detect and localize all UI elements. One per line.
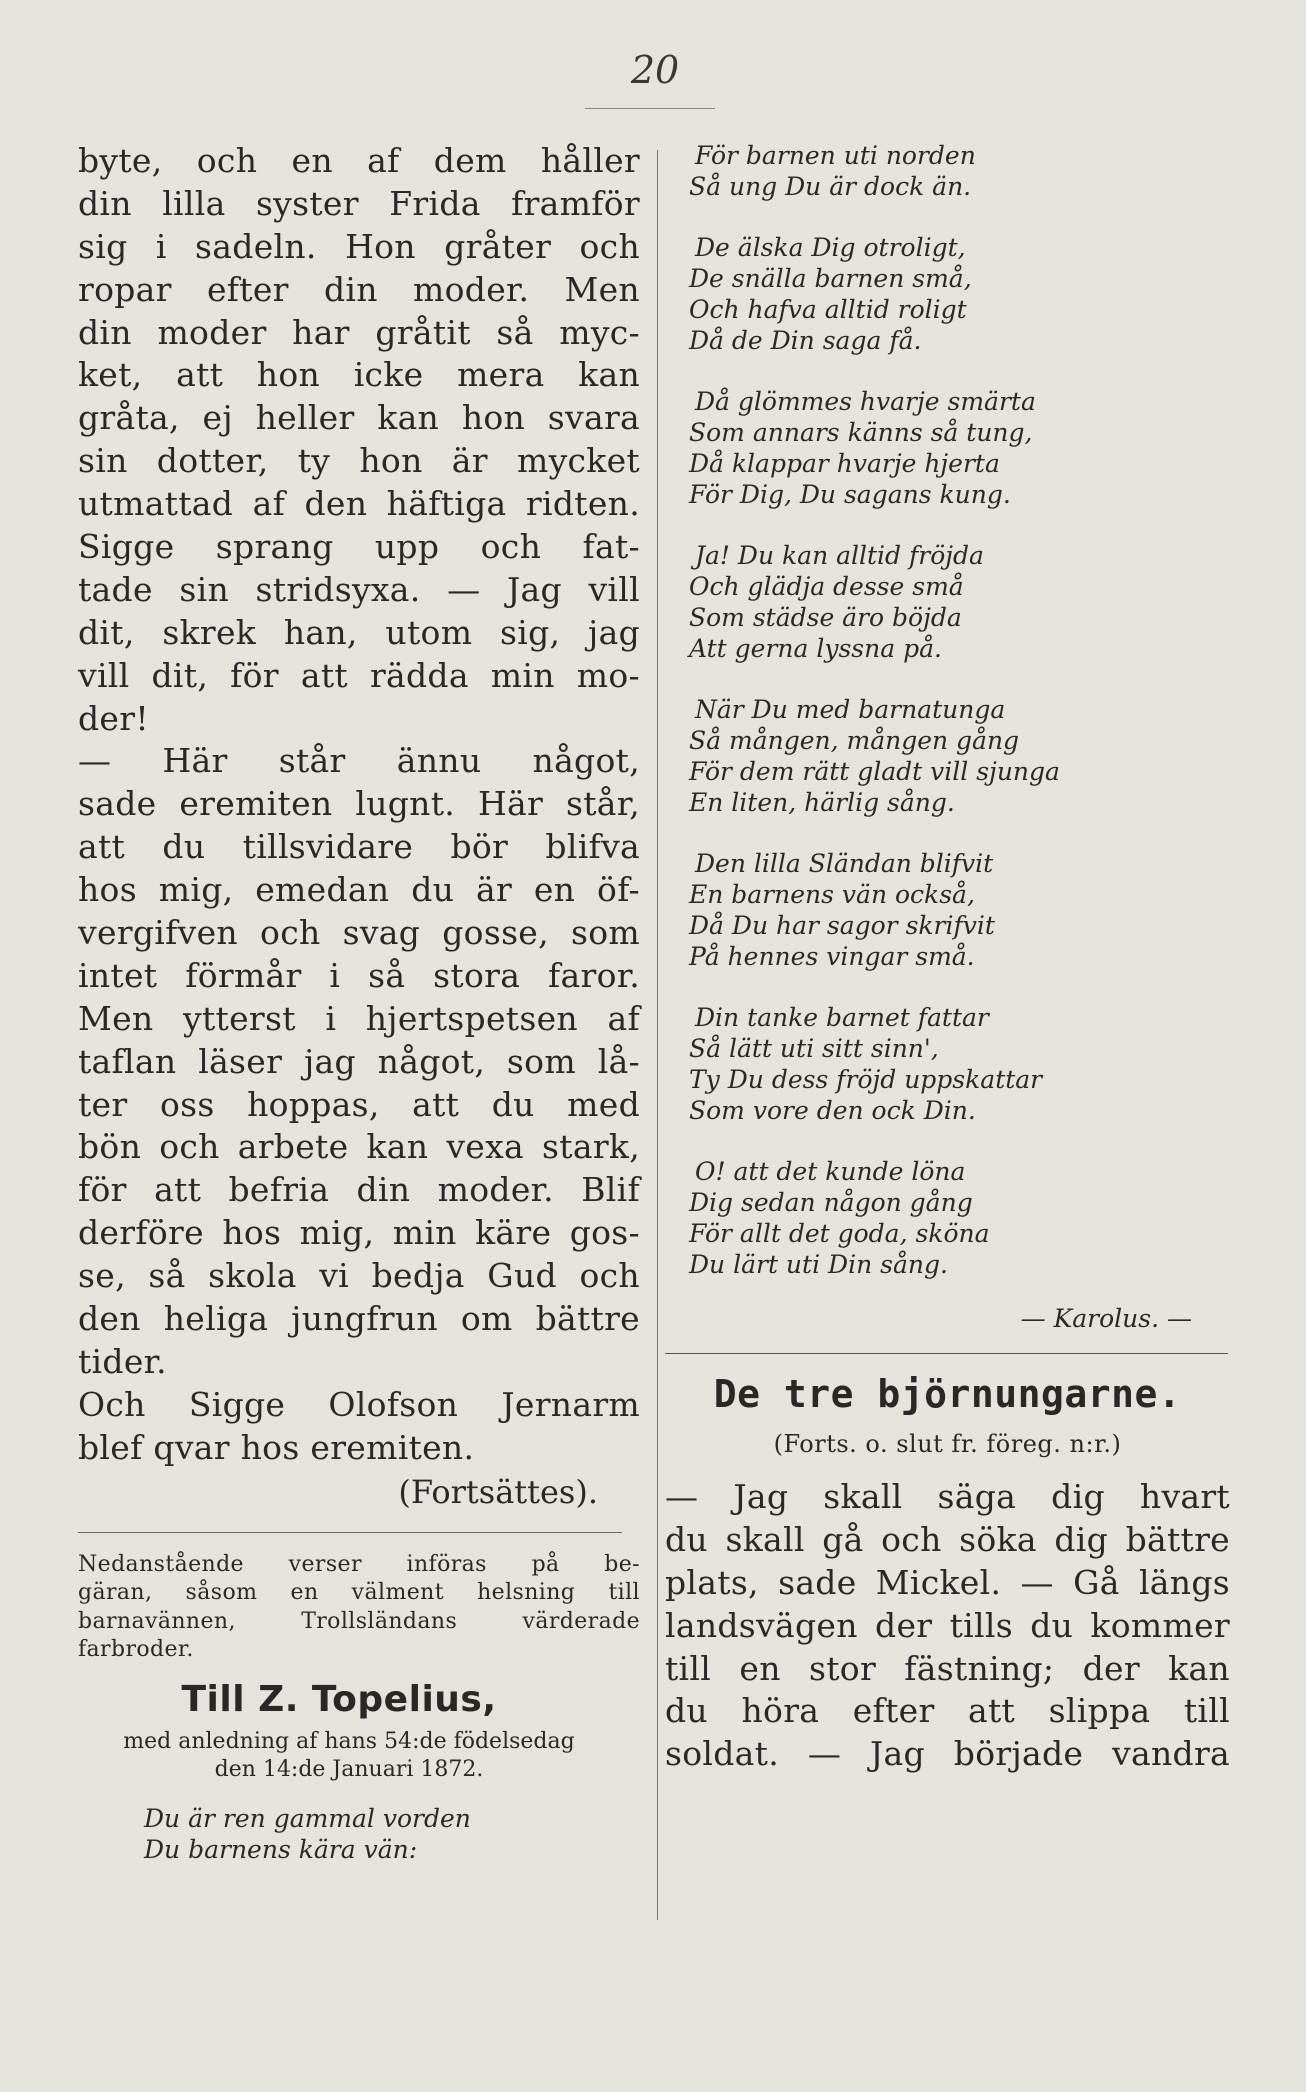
stanza — [665, 540, 1230, 664]
text-line: der! — [78, 698, 149, 738]
stanza — [665, 1156, 1230, 1280]
poem-line: Du lärt uti Din sång. — [689, 1250, 948, 1279]
text-line: Men ytterst i hjertspetsen af — [78, 998, 640, 1038]
poem-line: En liten, härlig sång. — [689, 788, 955, 817]
text-line: ropar efter din moder. Men — [78, 269, 640, 309]
poem-title: Till Z. Topelius, — [181, 1678, 497, 1720]
text-line: sin dotter, ty hon är mycket — [78, 441, 640, 481]
stanza — [665, 232, 1230, 356]
story-text — [665, 1476, 1230, 1776]
column-divider — [657, 150, 658, 1920]
page-number: 20 — [630, 48, 680, 92]
text-line: landsvägen der tills du kommer — [665, 1605, 1230, 1645]
poem-line: Du är ren gammal vorden — [144, 1803, 471, 1833]
poem-line: För barnen uti norden — [695, 141, 976, 170]
text-line: till en stor fästning; der kan — [665, 1648, 1230, 1688]
section-separator — [665, 1353, 1228, 1354]
text-line: taflan läser jag något, som lå- — [78, 1041, 640, 1081]
stanza — [665, 694, 1230, 818]
poem-line: Du barnens kära vän: — [144, 1834, 418, 1864]
stanza — [665, 386, 1230, 510]
dedication-line: den 14:de Januari 1872. — [214, 1757, 484, 1783]
stanza — [665, 848, 1230, 972]
text-line: tade sin stridsyxa. — Jag vill — [78, 569, 640, 609]
text-line: gråta, ej heller kan hon svara — [78, 398, 640, 438]
text-line: — Jag skall säga dig hvart — [665, 1477, 1230, 1516]
story-continuation — [78, 140, 640, 1470]
poem-line: De älska Dig otroligt, — [695, 233, 966, 262]
poem-line: Och glädja desse små — [689, 572, 964, 601]
poem-line: Ty Du dess fröjd uppskattar — [689, 1065, 1043, 1094]
note-line: Nedanstående verser införas på be- — [78, 1551, 640, 1577]
story-subtitle: (Forts. o. slut fr. föreg. n:r.) — [773, 1430, 1122, 1458]
text-line: derföre hos mig, min käre gos- — [78, 1213, 640, 1253]
poem-line: Som städse äro böjda — [689, 603, 962, 632]
poem-opening-stanza — [78, 1803, 640, 1865]
poem-line: Dig sedan någon gång — [689, 1188, 973, 1217]
text-line: vill dit, för att rädda min mo- — [78, 655, 640, 695]
poem-line: Så ung Du är dock än. — [689, 172, 972, 201]
poem-line: Så mången, mången gång — [689, 726, 1020, 755]
poem-line: När Du med barnatunga — [695, 695, 1006, 724]
poem-line: Då Du har sagor skrifvit — [689, 911, 995, 940]
poem-line: Då de Din saga få. — [689, 326, 922, 355]
poem-line: Ja! Du kan alltid fröjda — [695, 541, 984, 570]
poem-line: Då klappar hvarje hjerta — [689, 449, 1000, 478]
text-line: ket, att hon icke mera kan — [78, 355, 640, 395]
text-line: sade eremiten lugnt. Här står, — [78, 784, 640, 824]
text-line: soldat. — Jag började vandra — [665, 1734, 1230, 1774]
text-line: blef qvar hos eremiten. — [78, 1427, 475, 1467]
text-line: den heliga jungfrun om bättre — [78, 1299, 640, 1339]
text-line: ter oss hoppas, att du med — [78, 1084, 640, 1124]
text-line: Sigge sprang upp och fat- — [78, 527, 640, 567]
poem-line: Då glömmes hvarje smärta — [695, 387, 1036, 416]
poem-line: Och hafva alltid roligt — [689, 295, 967, 324]
poem-line: Som annars känns så tung, — [689, 418, 1033, 447]
poem-line: Din tanke barnet fattar — [695, 1003, 989, 1032]
note-line: farbroder. — [78, 1637, 194, 1663]
poem-line: För allt det goda, sköna — [689, 1219, 990, 1248]
stanza — [78, 1803, 640, 1865]
poem-line: De snälla barnen små, — [689, 264, 972, 293]
text-line: plats, sade Mickel. — Gå längs — [665, 1562, 1230, 1602]
poem-line: För Dig, Du sagans kung. — [689, 480, 1011, 509]
poem-line: Den lilla Sländan blifvit — [695, 849, 994, 878]
text-line: sig i sadeln. Hon gråter och — [78, 226, 640, 266]
text-line: din lilla syster Frida framför — [78, 183, 640, 223]
text-line: hos mig, emedan du är en öf- — [78, 870, 640, 910]
poem-line: På hennes vingar små. — [689, 942, 975, 971]
poem-line: En barnens vän också, — [689, 880, 975, 909]
text-line: för att befria din moder. Blif — [78, 1170, 640, 1210]
text-line: se, så skola vi bedja Gud och — [78, 1256, 640, 1296]
dedication-line: med anledning af hans 54:de födelsedag — [123, 1728, 575, 1754]
poem-line: O! att det kunde löna — [695, 1157, 966, 1186]
to-be-continued: (Fortsättes). — [398, 1472, 598, 1511]
text-line: bön och arbete kan vexa stark, — [78, 1127, 640, 1167]
text-line: — Här står ännu något, — [78, 741, 640, 781]
text-line: byte, och en af dem håller — [78, 141, 640, 180]
stanza — [665, 140, 1230, 202]
text-line: Och Sigge Olofson Jernarm — [78, 1384, 640, 1424]
right-column — [665, 140, 1230, 1776]
section-separator — [78, 1532, 622, 1533]
left-column — [78, 140, 640, 1895]
text-line: att du tillsvidare bör blifva — [78, 827, 640, 867]
stanza — [665, 1002, 1230, 1126]
note-line: gäran, såsom en välment helsning till — [78, 1580, 640, 1606]
header-rule — [585, 108, 715, 109]
poem-stanzas — [665, 140, 1230, 1280]
editorial-note — [78, 1551, 640, 1665]
text-line: tider. — [78, 1341, 167, 1381]
poem-signature: — Karolus. — — [1020, 1304, 1192, 1333]
poem-line: Så lätt uti sitt sinn', — [689, 1034, 939, 1063]
poem-line: Som vore den ock Din. — [689, 1096, 976, 1125]
note-line: barnavännen, Trollsländans värderade — [78, 1608, 640, 1634]
text-line: du skall gå och söka dig bättre — [665, 1519, 1230, 1559]
text-line: utmattad af den häftiga ridten. — [78, 484, 640, 524]
story-title: De tre björnungarne. — [713, 1372, 1182, 1416]
dedication — [78, 1728, 640, 1785]
text-line: vergifven och svag gosse, som — [78, 913, 640, 953]
text-line: intet förmår i så stora faror. — [78, 955, 640, 995]
poem-line: Att gerna lyssna på. — [689, 634, 942, 663]
poem-line: För dem rätt gladt vill sjunga — [689, 757, 1060, 786]
text-line: din moder har gråtit så myc- — [78, 312, 640, 352]
text-line: du höra efter att slippa till — [665, 1691, 1230, 1731]
text-line: dit, skrek han, utom sig, jag — [78, 612, 640, 652]
